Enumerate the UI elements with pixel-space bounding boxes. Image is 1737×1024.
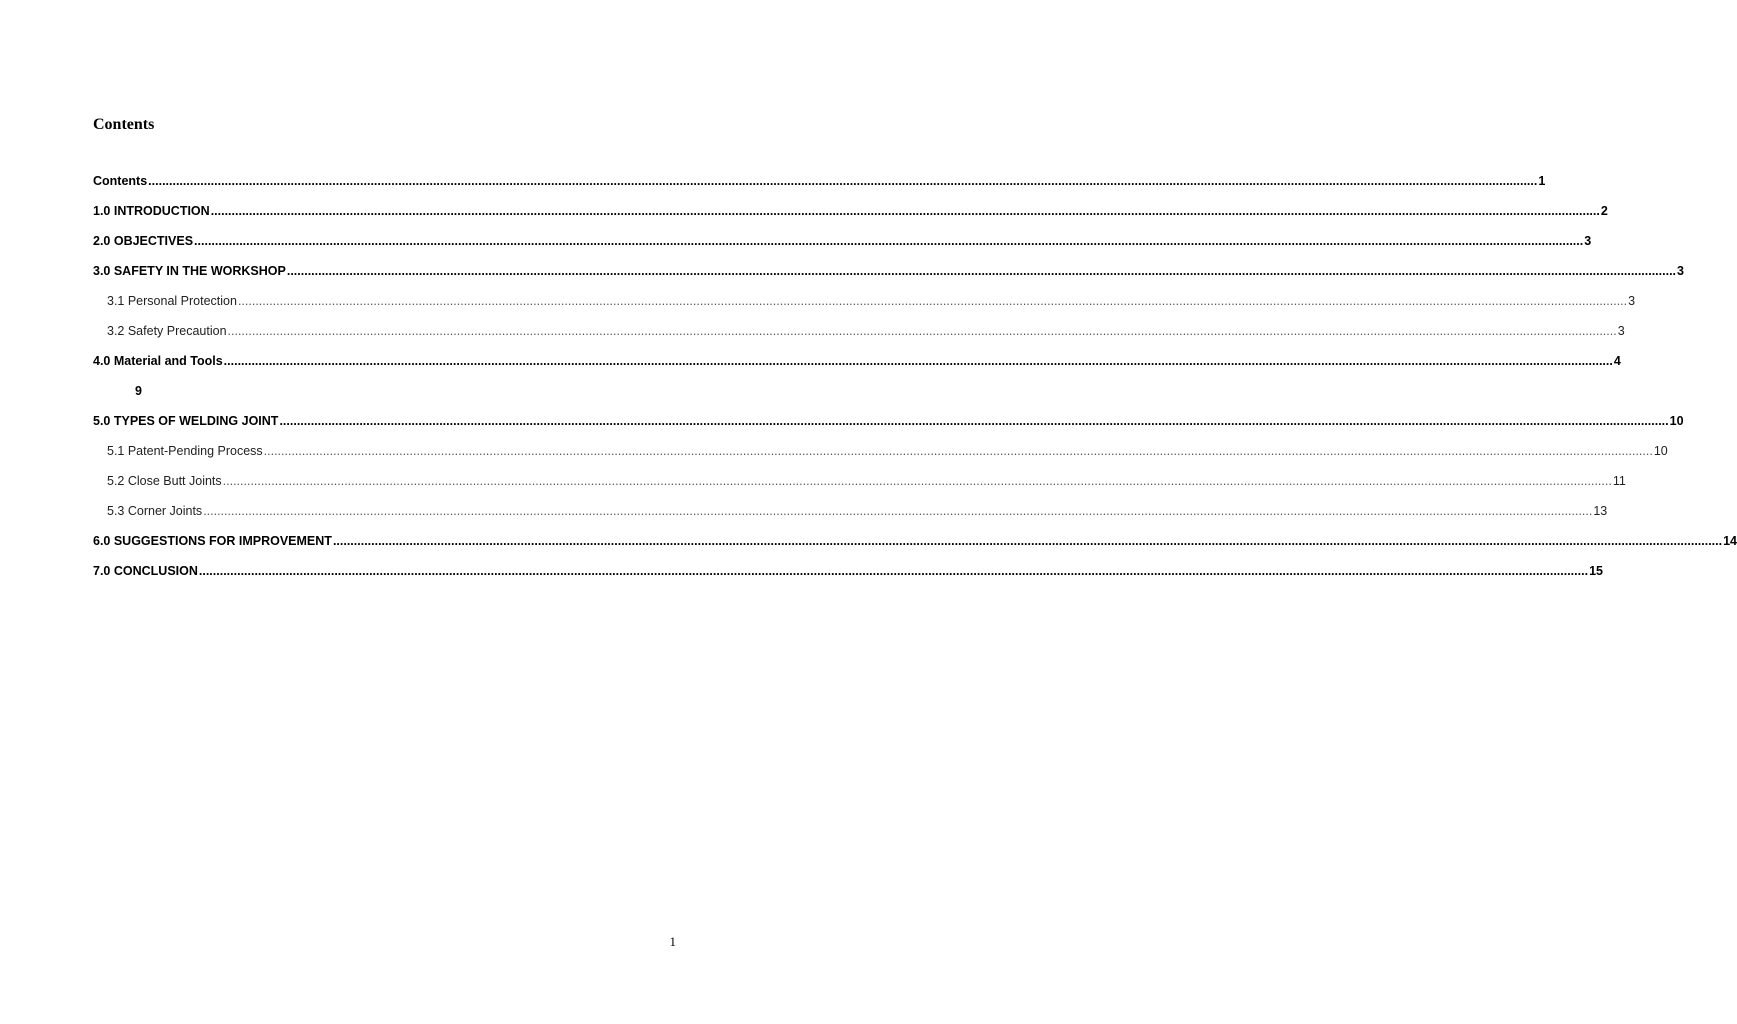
toc-dot-leader: ................................................................................................................................................................................................................................................................................................................................................................................................................: [263, 444, 1653, 458]
toc-entry[interactable]: [93, 556, 1603, 586]
toc-entry[interactable]: [93, 226, 1592, 256]
toc-entry-page: 3: [1628, 294, 1636, 308]
toc-dot-leader: ................................................................................................................................................................................................................................................................................................................................................................................................................: [286, 264, 1677, 278]
page-number: 1: [669, 934, 676, 949]
toc-entry[interactable]: [93, 196, 1608, 226]
toc-entry-label: 4.0 Material and Tools: [93, 354, 223, 368]
toc-dot-leader: ................................................................................................................................................................................................................................................................................................................................................................................................................: [210, 204, 1600, 218]
toc-dot-leader: ................................................................................................................................................................................................................................................................................................................................................................................................................: [203, 504, 1593, 518]
toc-entry-label: 3.1 Personal Protection: [107, 294, 237, 308]
toc-entry-page: 4: [1613, 354, 1621, 368]
toc-entry[interactable]: [93, 496, 1608, 526]
toc-entry-page: 1: [1538, 174, 1546, 188]
toc-entry-page: 3: [1677, 264, 1684, 278]
toc-entry-page: 15: [1589, 564, 1603, 578]
toc-dot-leader: ................................................................................................................................................................................................................................................................................................................................................................................................................: [279, 414, 1669, 428]
toc-entry[interactable]: [93, 526, 1737, 556]
toc-dot-leader: ................................................................................................................................................................................................................................................................................................................................................................................................................: [194, 234, 1584, 248]
toc-entry-page: 3: [1584, 234, 1592, 248]
toc-dot-leader: ................................................................................................................................................................................................................................................................................................................................................................................................................: [223, 354, 1613, 368]
toc-dot-leader: ................................................................................................................................................................................................................................................................................................................................................................................................................: [332, 534, 1723, 548]
toc-entry-label: 3.0 SAFETY IN THE WORKSHOP: [93, 264, 286, 278]
toc-dot-leader: ................................................................................................................................................................................................................................................................................................................................................................................................................: [222, 474, 1612, 488]
toc-entry-label: 9: [135, 384, 142, 398]
toc-dot-leader: ................................................................................................................................................................................................................................................................................................................................................................................................................: [237, 294, 1628, 308]
toc-entry[interactable]: [93, 286, 1636, 316]
toc-entry-label: 6.0 SUGGESTIONS FOR IMPROVEMENT: [93, 534, 332, 548]
toc-entry-label: Contents: [93, 174, 148, 188]
toc-entry-label: 5.1 Patent-Pending Process: [107, 444, 263, 458]
toc-entry-label: 5.0 TYPES OF WELDING JOINT: [93, 414, 279, 428]
toc-entry-label: 2.0 OBJECTIVES: [93, 234, 194, 248]
toc-entry-page: 11: [1612, 474, 1626, 488]
toc-entry[interactable]: [93, 316, 1625, 346]
toc-entry[interactable]: [93, 346, 1621, 376]
toc-entry[interactable]: [93, 436, 1668, 466]
toc-entry-page: 10: [1669, 414, 1684, 428]
toc-entry[interactable]: [93, 166, 1546, 196]
toc-entry[interactable]: [93, 256, 1684, 286]
toc-entry-page: 10: [1653, 444, 1668, 458]
toc-entry-page: 14: [1723, 534, 1737, 548]
toc-entry-page: 3: [1617, 324, 1625, 338]
toc-dot-leader: ................................................................................................................................................................................................................................................................................................................................................................................................................: [148, 174, 1538, 188]
toc-entry-page: 2: [1600, 204, 1608, 218]
toc-entry[interactable]: [93, 406, 1684, 436]
toc-entry-label: 1.0 INTRODUCTION: [93, 204, 210, 218]
toc-entry-label: 3.2 Safety Precaution: [107, 324, 227, 338]
toc-entry: [93, 376, 677, 406]
table-of-contents: [93, 166, 1737, 586]
toc-entry-label: 5.3 Corner Joints: [107, 504, 203, 518]
toc-dot-leader: ................................................................................................................................................................................................................................................................................................................................................................................................................: [227, 324, 1617, 338]
toc-dot-leader: ................................................................................................................................................................................................................................................................................................................................................................................................................: [198, 564, 1589, 578]
toc-entry-label: 7.0 CONCLUSION: [93, 564, 198, 578]
toc-entry[interactable]: [93, 466, 1626, 496]
toc-entry-label: 5.2 Close Butt Joints: [107, 474, 222, 488]
toc-entry-page: 13: [1593, 504, 1608, 518]
page-title: Contents: [93, 116, 155, 133]
